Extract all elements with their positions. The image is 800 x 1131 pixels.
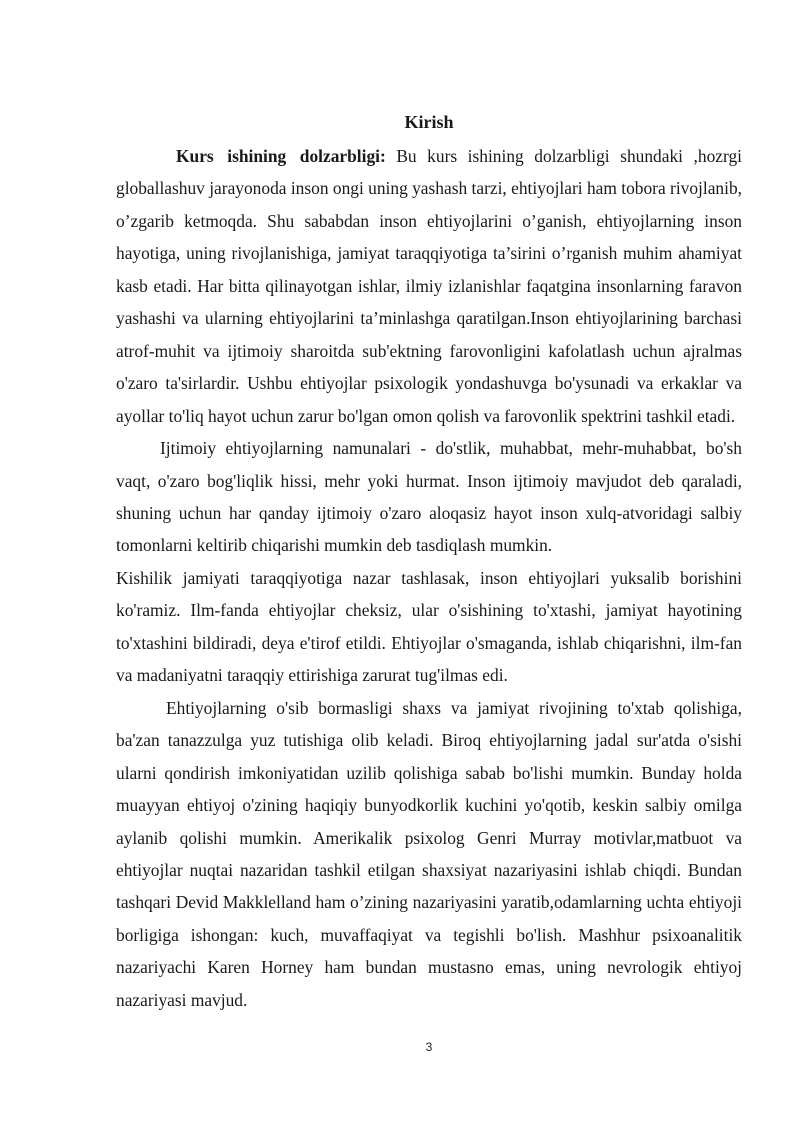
paragraph-society-development: Kishilik jamiyati taraqqiyotiga nazar tashlasak, inson ehtiyojlari yuksalib borishini ko'ramiz. Ilm-fanda ehtiyojlar cheksiz, ular o'sishining to'xtashi, jamiyat hayotining to'xtashini bildiradi, deya e'tirof etildi. Ehtiyojlar o'smaganda, ishlab chiqarishni, ilm-fan va madaniyatni taraqqiy ettirishiga zarurat tug'ilmas edi. (116, 567, 742, 686)
paragraph-needs-growth: Ehtiyojlarning o'sib bormasligi shaxs va jamiyat rivojining to'xtab qolishiga, ba'zan tanazzulga yuz tutishiga olib keladi. Biroq ehtiyojlarning jadal sur'atda o'sishi ularni qondirish imkoniyatidan uzilib qolishiga sabab bo'lishi mumkin. Bunday holda muayyan ehtiyoj o'zining haqiqiy bunyodkorlik kuchini yo'qotib, keskin salbiy omilga aylanib qolishi mumkin. Amerikalik psixolog Genri Murray motivlar,matbuot va ehtiyojlar nuqtai nazaridan tashkil etilgan shaxsiyat nazariyasini ishlab chiqdi. Bundan tashqari Devid Makklelland ham o’zining nazariyasini yaratib,odamlarning uchta ehtiyoji borligiga ishongan: kuch, muvaffaqiyat va tegishli bo'lish. Mashhur psixoanalitik nazariyachi Karen Horney ham bundan mustasno emas, uning nevrologik ehtiyoj nazariyasi mavjud. (116, 697, 742, 1010)
page-title: Kirish (404, 112, 454, 132)
paragraph-social-needs: Ijtimoiy ehtiyojlarning namunalari - do'stlik, muhabbat, mehr-muhabbat, bo'sh vaqt, o'zaro bog'liqlik hissi, mehr yoki hurmat. Inson ijtimoiy mavjudot deb qaraladi, shuning uchun har qanday ijtimoiy o'zaro aloqasiz hayot inson xulq-atvoridagi salbiy tomonlarni keltirib chiqarishi mumkin deb tasdiqlash mumkin. (116, 438, 742, 556)
paragraph-lead: Kurs ishining dolzarbligi: (176, 146, 386, 166)
paragraph-text: Bu kurs ishining dolzarbligi shundaki ,hozrgi globallashuv jarayonoda inson ongi uning yashash tarzi, ehtiyojlari ham tobora rivojlanib, o’zgarib ketmoqda. Shu sababdan inson ehtiyojlarini o’ganish, ehtiyojlarning inson hayotiga, uning rivojlanishiga, jamiyat taraqqiyotiga ta’sirini o’rganish muhim ahamiyat kasb etadi. Har bitta qilinayotgan ishlar, ilmiy izlanishlar faqatgina insonlarning faravon yashashi va ularning ehtiyojlarini ta’minlashga qaratilgan.Inson ehtiyojlarining barchasi atrof-muhit va ijtimoiy sharoitda sub'ektning farovonligini kafolatlash uchun ajralmas o'zaro ta'sirlardir. Ushbu ehtiyojlar psixologik yondashuvga bo'ysunadi va erkaklar va ayollar to'liq hayot uchun zarur bo'lgan omon qolish va farovonlik spektrini tashkil etadi. (116, 146, 742, 426)
page-number: 3 (425, 1040, 433, 1054)
paragraph-relevance (116, 140, 742, 432)
body-text (116, 140, 742, 1016)
